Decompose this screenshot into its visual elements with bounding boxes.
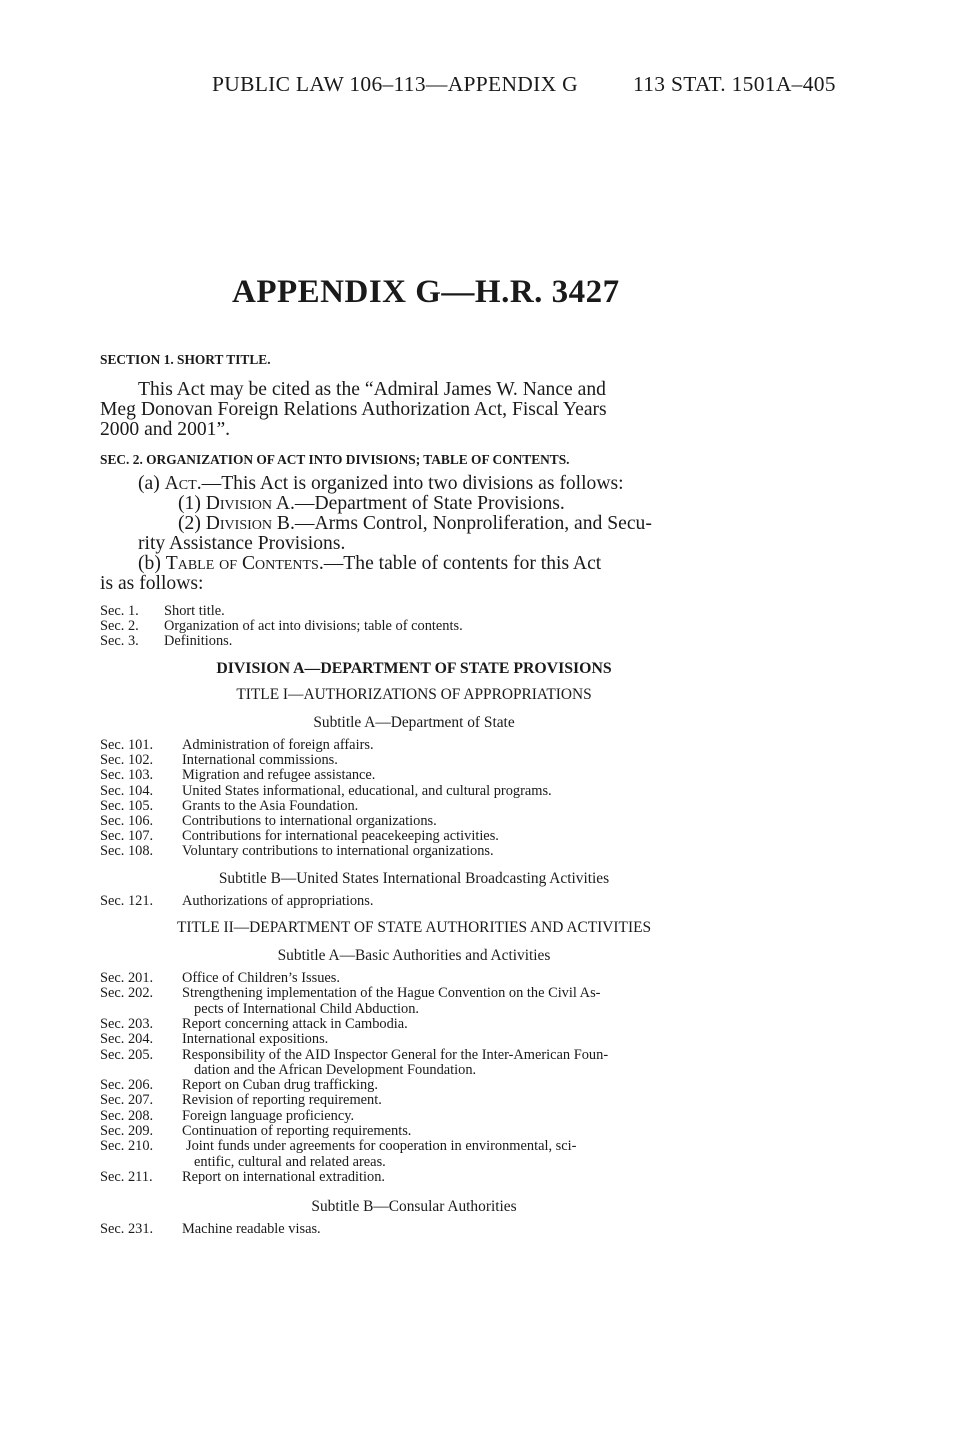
toc-entry-text: pects of International Child Abduction. xyxy=(194,1000,420,1017)
toc-entry-text: Machine readable visas. xyxy=(182,1221,321,1237)
toc-entry-text: Short title. xyxy=(164,603,225,619)
toc-entry-number: Sec. 203. xyxy=(100,1015,154,1032)
toc-entry-text: Joint funds under agreements for cooperation in environmental, sci- xyxy=(186,1138,577,1155)
toc-entry-number: Sec. 3. xyxy=(100,633,139,649)
division-a-heading: DIVISION A—DEPARTMENT OF STATE PROVISIONS xyxy=(216,660,612,677)
section-2-b: (b) Table of Contents.—The table of contents for this Act xyxy=(138,553,602,574)
toc-entry-text: Organization of act into divisions; table of contents. xyxy=(164,618,463,634)
toc-entry-text: Responsibility of the AID Inspector General for the Inter-American Foun- xyxy=(182,1046,609,1063)
section-1-line-2: Meg Donovan Foreign Relations Authorization Act, Fiscal Years xyxy=(100,399,607,420)
toc-entry-number: Sec. 206. xyxy=(100,1077,154,1094)
toc-entry-text: United States informational, educational, and cultural programs. xyxy=(182,782,552,799)
toc-entry-number: Sec. 208. xyxy=(100,1107,154,1124)
toc-entry-text: Voluntary contributions to international organizations. xyxy=(182,843,494,860)
toc-entry-number: Sec. 202. xyxy=(100,985,154,1002)
toc-entry-text: Strengthening implementation of the Hague Convention on the Civil As- xyxy=(182,985,601,1002)
toc-entry-number: Sec. 1. xyxy=(100,603,139,619)
toc-entry-text: Definitions. xyxy=(164,633,233,649)
toc-entry-text: Report on international extradition. xyxy=(182,1168,386,1185)
toc-entry-number: Sec. 204. xyxy=(100,1031,154,1048)
toc-entry-text: International expositions. xyxy=(182,1031,329,1048)
title-ii-subtitle-a: Subtitle A—Basic Authorities and Activities xyxy=(277,947,551,964)
toc-entry-number: Sec. 121. xyxy=(100,893,154,909)
toc-entry-number: Sec. 209. xyxy=(100,1123,154,1139)
title-i-subtitle-b: Subtitle B—United States International Broadcasting Activities xyxy=(218,870,610,887)
toc-entry-text: Contributions to international organizations. xyxy=(182,813,437,829)
toc-entry-number: Sec. 104. xyxy=(100,782,154,799)
section-1-heading: SECTION 1. SHORT TITLE. xyxy=(100,352,271,367)
toc-entry-number: Sec. 106. xyxy=(100,813,154,829)
toc-entry-number: Sec. 201. xyxy=(100,970,154,986)
section-2-division-b: (2) Division B.—Arms Control, Nonproliferation, and Secu- xyxy=(178,513,652,534)
toc-entry-text: Administration of foreign affairs. xyxy=(182,737,374,753)
section-2-a: (a) Act.—This Act is organized into two divisions as follows: xyxy=(138,473,624,494)
toc-entry-text: Migration and refugee assistance. xyxy=(182,767,376,784)
toc-entry-text: Grants to the Asia Foundation. xyxy=(182,797,359,814)
running-header-left: PUBLIC LAW 106–113—APPENDIX G xyxy=(212,72,578,96)
toc-entry-number: Sec. 205. xyxy=(100,1046,154,1063)
title-ii-subtitle-b: Subtitle B—Consular Authorities xyxy=(311,1198,517,1215)
toc-entry-number: Sec. 107. xyxy=(100,828,154,845)
section-2-b-cont: is as follows: xyxy=(100,573,204,594)
title-ii-heading: TITLE II—DEPARTMENT OF STATE AUTHORITIES AND ACTIVITIES xyxy=(176,919,652,936)
toc-entry-text: Authorizations of appropriations. xyxy=(182,893,374,909)
toc-entry-text: Office of Children’s Issues. xyxy=(182,970,341,986)
section-1-line-1: This Act may be cited as the “Admiral James W. Nance and xyxy=(138,379,606,400)
toc-entry-number: Sec. 231. xyxy=(100,1221,154,1237)
toc-entry-text: entific, cultural and related areas. xyxy=(194,1153,386,1170)
running-header-page-number: 113 STAT. 1501A–405 xyxy=(633,72,836,96)
appendix-title: APPENDIX G—H.R. 3427 xyxy=(232,274,620,310)
toc-entry-number: Sec. 210. xyxy=(100,1138,154,1155)
section-2-division-a: (1) Division A.—Department of State Provisions. xyxy=(178,493,565,514)
toc-entry-text: dation and the African Development Foundation. xyxy=(194,1061,477,1078)
toc-entry-text: Report on Cuban drug trafficking. xyxy=(182,1077,378,1094)
toc-entry-number: Sec. 211. xyxy=(100,1168,153,1185)
title-i-heading: TITLE I—AUTHORIZATIONS OF APPROPRIATIONS xyxy=(236,686,592,703)
title-i-subtitle-a: Subtitle A—Department of State xyxy=(313,714,515,731)
toc-entry-number: Sec. 2. xyxy=(100,618,139,634)
section-2-division-b-cont: rity Assistance Provisions. xyxy=(138,533,346,554)
toc-entry-text: Foreign language proficiency. xyxy=(182,1107,355,1124)
toc-entry-number: Sec. 207. xyxy=(100,1092,154,1109)
toc-entry-text: Revision of reporting requirement. xyxy=(182,1092,382,1109)
section-1-line-3: 2000 and 2001”. xyxy=(100,419,231,440)
toc-entry-text: Continuation of reporting requirements. xyxy=(182,1123,412,1139)
toc-entry-number: Sec. 101. xyxy=(100,737,154,753)
toc-entry-number: Sec. 105. xyxy=(100,797,154,814)
toc-entry-number: Sec. 108. xyxy=(100,843,154,860)
toc-entry-text: Contributions for international peacekeeping activities. xyxy=(182,828,499,845)
toc-entry-text: Report concerning attack in Cambodia. xyxy=(182,1015,408,1032)
toc-entry-number: Sec. 102. xyxy=(100,752,154,769)
toc-entry-number: Sec. 103. xyxy=(100,767,154,784)
toc-entry-text: International commissions. xyxy=(182,752,338,769)
section-2-heading: SEC. 2. ORGANIZATION OF ACT INTO DIVISIONS; TABLE OF CONTENTS. xyxy=(100,452,570,467)
